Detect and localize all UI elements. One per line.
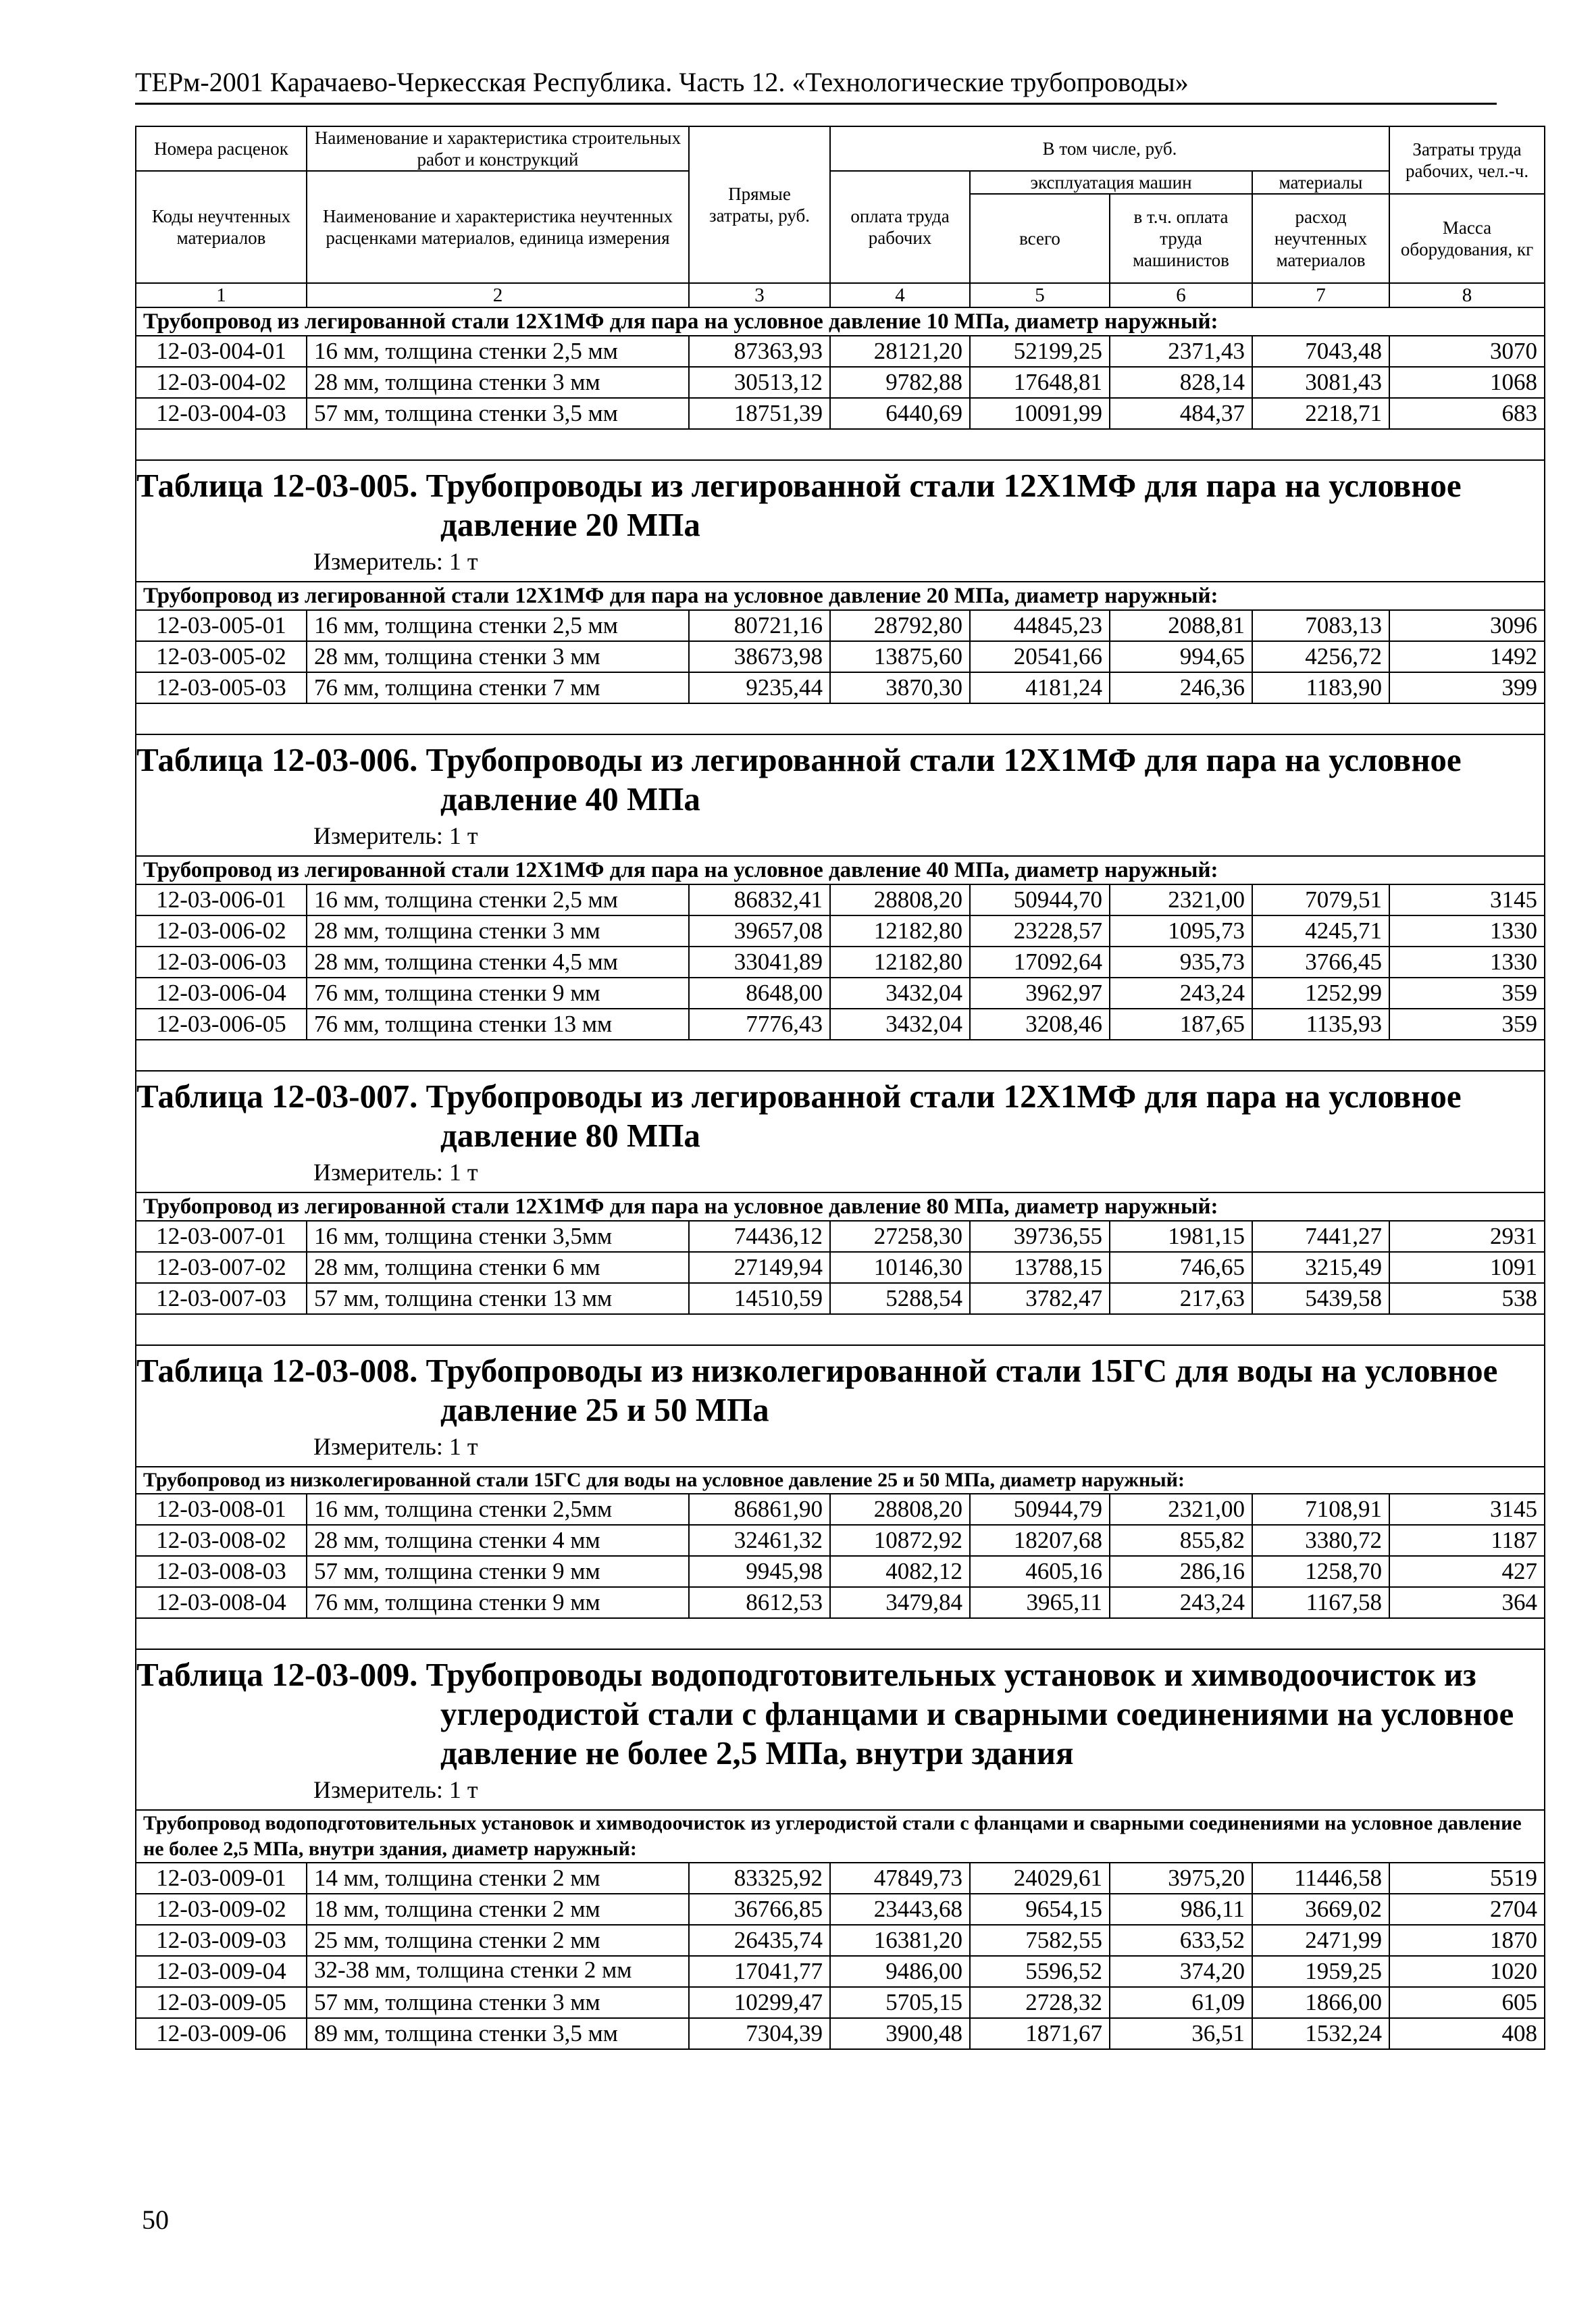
labor-hours: 1492 <box>1389 641 1545 672</box>
machines-total: 3782,47 <box>970 1283 1110 1314</box>
group-heading-row <box>136 582 1545 610</box>
table-title-row <box>136 734 1545 856</box>
rate-code: 12-03-009-02 <box>136 1894 307 1925</box>
table-title-row <box>136 460 1545 582</box>
labor-pay: 47849,73 <box>830 1863 970 1894</box>
labor-pay: 16381,20 <box>830 1925 970 1956</box>
rate-code: 12-03-006-01 <box>136 884 307 915</box>
direct-cost: 9235,44 <box>689 672 830 703</box>
table-row <box>136 1956 1545 1987</box>
rate-code: 12-03-007-03 <box>136 1283 307 1314</box>
machinists-pay: 633,52 <box>1110 1925 1252 1956</box>
materials-cost: 7043,48 <box>1252 336 1389 367</box>
work-name: 57 мм, толщина стенки 3,5 мм <box>307 398 689 429</box>
rate-code: 12-03-005-02 <box>136 641 307 672</box>
direct-cost: 8612,53 <box>689 1587 830 1618</box>
col-direct: Прямые затраты, руб. <box>689 126 830 283</box>
direct-cost: 33041,89 <box>689 947 830 978</box>
labor-pay: 12182,80 <box>830 947 970 978</box>
machines-total: 52199,25 <box>970 336 1110 367</box>
machines-total: 20541,66 <box>970 641 1110 672</box>
direct-cost: 32461,32 <box>689 1525 830 1556</box>
work-name: 16 мм, толщина стенки 2,5мм <box>307 1494 689 1525</box>
labor-pay: 10872,92 <box>830 1525 970 1556</box>
labor-hours: 3145 <box>1389 1494 1545 1525</box>
labor-hours: 1330 <box>1389 947 1545 978</box>
machinists-pay: 1981,15 <box>1110 1221 1252 1252</box>
machinists-pay: 828,14 <box>1110 367 1252 398</box>
direct-cost: 17041,77 <box>689 1956 830 1987</box>
labor-pay: 28808,20 <box>830 884 970 915</box>
direct-cost: 74436,12 <box>689 1221 830 1252</box>
labor-hours: 683 <box>1389 398 1545 429</box>
machinists-pay: 746,65 <box>1110 1252 1252 1283</box>
table-row <box>136 367 1545 398</box>
labor-hours: 538 <box>1389 1283 1545 1314</box>
labor-hours: 1091 <box>1389 1252 1545 1283</box>
table-gap <box>136 703 1545 734</box>
machines-total: 3962,97 <box>970 978 1110 1009</box>
column-numbers-row <box>136 283 1545 307</box>
materials-cost: 3669,02 <box>1252 1894 1389 1925</box>
labor-pay: 3432,04 <box>830 978 970 1009</box>
labor-pay: 28808,20 <box>830 1494 970 1525</box>
materials-cost: 1252,99 <box>1252 978 1389 1009</box>
labor-hours: 3096 <box>1389 610 1545 641</box>
column-number: 7 <box>1252 283 1389 307</box>
table-row <box>136 1525 1545 1556</box>
materials-cost: 2218,71 <box>1252 398 1389 429</box>
machinists-pay: 2321,00 <box>1110 884 1252 915</box>
rate-code: 12-03-009-05 <box>136 1987 307 2018</box>
column-number: 6 <box>1110 283 1252 307</box>
direct-cost: 9945,98 <box>689 1556 830 1587</box>
rates-table <box>135 126 1545 2050</box>
table-row <box>136 672 1545 703</box>
work-name: 76 мм, толщина стенки 9 мм <box>307 978 689 1009</box>
machinists-pay: 374,20 <box>1110 1956 1252 1987</box>
machinists-pay: 2371,43 <box>1110 336 1252 367</box>
rate-code: 12-03-005-01 <box>136 610 307 641</box>
labor-hours: 427 <box>1389 1556 1545 1587</box>
col-name-top: Наименование и характеристика строительных работ и конструкций <box>307 126 689 171</box>
machinists-pay: 286,16 <box>1110 1556 1252 1587</box>
work-name: 16 мм, толщина стенки 2,5 мм <box>307 610 689 641</box>
work-name: 28 мм, толщина стенки 4 мм <box>307 1525 689 1556</box>
direct-cost: 87363,93 <box>689 336 830 367</box>
work-name: 28 мм, толщина стенки 6 мм <box>307 1252 689 1283</box>
direct-cost: 26435,74 <box>689 1925 830 1956</box>
rate-code: 12-03-006-03 <box>136 947 307 978</box>
materials-cost: 7441,27 <box>1252 1221 1389 1252</box>
materials-cost: 4256,72 <box>1252 641 1389 672</box>
machines-total: 50944,79 <box>970 1494 1110 1525</box>
work-name: 28 мм, толщина стенки 3 мм <box>307 915 689 947</box>
machinists-pay: 2321,00 <box>1110 1494 1252 1525</box>
table-row <box>136 915 1545 947</box>
rate-code: 12-03-006-05 <box>136 1009 307 1040</box>
group-heading-row <box>136 1467 1545 1494</box>
page-header: ТЕРм-2001 Карачаево-Черкесская Республика. Часть 12. «Технологические трубопроводы» <box>135 65 1497 105</box>
work-name: 76 мм, толщина стенки 13 мм <box>307 1009 689 1040</box>
machinists-pay: 3975,20 <box>1110 1863 1252 1894</box>
materials-cost: 7083,13 <box>1252 610 1389 641</box>
work-name: 57 мм, толщина стенки 3 мм <box>307 1987 689 2018</box>
table-row <box>136 1009 1545 1040</box>
group-heading-row <box>136 1192 1545 1221</box>
col-name-bottom: Наименование и характеристика неучтенных расценками материалов, единица измерения <box>307 171 689 283</box>
materials-cost: 3766,45 <box>1252 947 1389 978</box>
table-row <box>136 1556 1545 1587</box>
header-row <box>136 126 1545 171</box>
rate-code: 12-03-008-02 <box>136 1525 307 1556</box>
materials-cost: 7079,51 <box>1252 884 1389 915</box>
machinists-pay: 986,11 <box>1110 1894 1252 1925</box>
group-heading-row <box>136 307 1545 336</box>
machinists-pay: 855,82 <box>1110 1525 1252 1556</box>
col-labor-top: Затраты труда рабочих, чел.-ч. <box>1389 126 1545 194</box>
rate-code: 12-03-009-04 <box>136 1956 307 1987</box>
measure-unit: Измеритель: 1 т <box>313 822 478 849</box>
materials-cost: 3215,49 <box>1252 1252 1389 1283</box>
labor-pay: 6440,69 <box>830 398 970 429</box>
rate-code: 12-03-008-01 <box>136 1494 307 1525</box>
machines-total: 1871,67 <box>970 2018 1110 2049</box>
labor-pay: 28792,80 <box>830 610 970 641</box>
materials-cost: 3081,43 <box>1252 367 1389 398</box>
machines-total: 50944,70 <box>970 884 1110 915</box>
labor-pay: 3870,30 <box>830 672 970 703</box>
labor-pay: 3432,04 <box>830 1009 970 1040</box>
page-number: 50 <box>142 2205 169 2235</box>
group-heading: Трубопровод из легированной стали 12Х1МФ для пара на условное давление 40 МПа, диаметр наружный: <box>136 856 1545 884</box>
table-row <box>136 1987 1545 2018</box>
labor-pay: 13875,60 <box>830 641 970 672</box>
col-codes-bottom: Коды неучтенных материалов <box>136 171 307 283</box>
content <box>135 126 1544 2050</box>
machines-total: 3965,11 <box>970 1587 1110 1618</box>
direct-cost: 14510,59 <box>689 1283 830 1314</box>
col-incl: В том числе, руб. <box>830 126 1389 171</box>
table-title: Таблица 12-03-006. Трубопроводы из легированной стали 12Х1МФ для пара на условное давление 40 МПа <box>136 741 1462 818</box>
group-heading-row <box>136 856 1545 884</box>
machines-total: 3208,46 <box>970 1009 1110 1040</box>
labor-pay: 5705,15 <box>830 1987 970 2018</box>
table-row <box>136 1494 1545 1525</box>
labor-hours: 408 <box>1389 2018 1545 2049</box>
machinists-pay: 1095,73 <box>1110 915 1252 947</box>
table-gap <box>136 1040 1545 1071</box>
col-materials-unaccounted: расход неучтенных материалов <box>1252 194 1389 283</box>
materials-cost: 5439,58 <box>1252 1283 1389 1314</box>
table-row <box>136 336 1545 367</box>
materials-cost: 1183,90 <box>1252 672 1389 703</box>
column-number: 1 <box>136 283 307 307</box>
machines-total: 4181,24 <box>970 672 1110 703</box>
measure-unit: Измеритель: 1 т <box>313 1433 478 1460</box>
machines-total: 18207,68 <box>970 1525 1110 1556</box>
machines-total: 24029,61 <box>970 1863 1110 1894</box>
machinists-pay: 246,36 <box>1110 672 1252 703</box>
work-name: 28 мм, толщина стенки 3 мм <box>307 641 689 672</box>
rate-code: 12-03-009-01 <box>136 1863 307 1894</box>
col-machines-total: всего <box>970 194 1110 283</box>
table-row <box>136 1894 1545 1925</box>
materials-cost: 3380,72 <box>1252 1525 1389 1556</box>
work-name: 57 мм, толщина стенки 9 мм <box>307 1556 689 1587</box>
direct-cost: 18751,39 <box>689 398 830 429</box>
labor-pay: 3900,48 <box>830 2018 970 2049</box>
labor-hours: 3070 <box>1389 336 1545 367</box>
table-title: Таблица 12-03-009. Трубопроводы водоподготовительных установок и химводоочисток из углеродистой стали с фланцами и сварными соединениями на условное давление не более 2,5 МПа, внутри здания <box>136 1656 1514 1771</box>
machinists-pay: 2088,81 <box>1110 610 1252 641</box>
work-name: 76 мм, толщина стенки 7 мм <box>307 672 689 703</box>
work-name: 28 мм, толщина стенки 3 мм <box>307 367 689 398</box>
direct-cost: 36766,85 <box>689 1894 830 1925</box>
table-row <box>136 947 1545 978</box>
machinists-pay: 935,73 <box>1110 947 1252 978</box>
direct-cost: 8648,00 <box>689 978 830 1009</box>
table-title: Таблица 12-03-007. Трубопроводы из легированной стали 12Х1МФ для пара на условное давление 80 МПа <box>136 1078 1462 1154</box>
work-name: 76 мм, толщина стенки 9 мм <box>307 1587 689 1618</box>
table-gap <box>136 1314 1545 1345</box>
materials-cost: 1532,24 <box>1252 2018 1389 2049</box>
direct-cost: 30513,12 <box>689 367 830 398</box>
machines-total: 10091,99 <box>970 398 1110 429</box>
rate-code: 12-03-007-02 <box>136 1252 307 1283</box>
machinists-pay: 36,51 <box>1110 2018 1252 2049</box>
rate-code: 12-03-004-03 <box>136 398 307 429</box>
labor-pay: 5288,54 <box>830 1283 970 1314</box>
labor-hours: 1870 <box>1389 1925 1545 1956</box>
labor-hours: 399 <box>1389 672 1545 703</box>
labor-hours: 5519 <box>1389 1863 1545 1894</box>
table-row <box>136 1925 1545 1956</box>
machinists-pay: 994,65 <box>1110 641 1252 672</box>
rate-code: 12-03-009-06 <box>136 2018 307 2049</box>
materials-cost: 7108,91 <box>1252 1494 1389 1525</box>
materials-cost: 11446,58 <box>1252 1863 1389 1894</box>
labor-hours: 605 <box>1389 1987 1545 2018</box>
table-row <box>136 1283 1545 1314</box>
labor-pay: 3479,84 <box>830 1587 970 1618</box>
machinists-pay: 243,24 <box>1110 978 1252 1009</box>
machinists-pay: 243,24 <box>1110 1587 1252 1618</box>
direct-cost: 7304,39 <box>689 2018 830 2049</box>
work-name: 14 мм, толщина стенки 2 мм <box>307 1863 689 1894</box>
direct-cost: 38673,98 <box>689 641 830 672</box>
measure-unit: Измеритель: 1 т <box>313 1159 478 1186</box>
work-name: 25 мм, толщина стенки 2 мм <box>307 1925 689 1956</box>
group-heading: Трубопровод из низколегированной стали 15ГС для воды на условное давление 25 и 50 МПа, диаметр наружный: <box>136 1467 1545 1494</box>
rate-code: 12-03-006-02 <box>136 915 307 947</box>
table-row <box>136 978 1545 1009</box>
machinists-pay: 61,09 <box>1110 1987 1252 2018</box>
work-name: 16 мм, толщина стенки 2,5 мм <box>307 884 689 915</box>
rate-code: 12-03-004-02 <box>136 367 307 398</box>
table-title-row <box>136 1649 1545 1810</box>
machinists-pay: 187,65 <box>1110 1009 1252 1040</box>
table-row <box>136 610 1545 641</box>
materials-cost: 4245,71 <box>1252 915 1389 947</box>
machines-total: 39736,55 <box>970 1221 1110 1252</box>
labor-hours: 3145 <box>1389 884 1545 915</box>
machinists-pay: 484,37 <box>1110 398 1252 429</box>
labor-hours: 359 <box>1389 1009 1545 1040</box>
materials-cost: 1167,58 <box>1252 1587 1389 1618</box>
table-row <box>136 1221 1545 1252</box>
work-name: 16 мм, толщина стенки 2,5 мм <box>307 336 689 367</box>
table-row <box>136 398 1545 429</box>
labor-hours: 1330 <box>1389 915 1545 947</box>
col-labor-bottom: Масса оборудования, кг <box>1389 194 1545 283</box>
direct-cost: 86832,41 <box>689 884 830 915</box>
table-gap <box>136 429 1545 460</box>
labor-pay: 23443,68 <box>830 1894 970 1925</box>
materials-cost: 1135,93 <box>1252 1009 1389 1040</box>
table-row <box>136 641 1545 672</box>
materials-cost: 2471,99 <box>1252 1925 1389 1956</box>
machines-total: 9654,15 <box>970 1894 1110 1925</box>
work-name: 16 мм, толщина стенки 3,5мм <box>307 1221 689 1252</box>
col-labor-pay: оплата труда рабочих <box>830 171 970 283</box>
table-title-row <box>136 1345 1545 1467</box>
rate-code: 12-03-006-04 <box>136 978 307 1009</box>
direct-cost: 7776,43 <box>689 1009 830 1040</box>
labor-hours: 1020 <box>1389 1956 1545 1987</box>
header-row <box>136 171 1545 194</box>
column-number: 5 <box>970 283 1110 307</box>
table-title: Таблица 12-03-005. Трубопроводы из легированной стали 12Х1МФ для пара на условное давление 20 МПа <box>136 467 1462 543</box>
col-codes-top: Номера расценок <box>136 126 307 171</box>
work-name: 18 мм, толщина стенки 2 мм <box>307 1894 689 1925</box>
labor-hours: 364 <box>1389 1587 1545 1618</box>
machines-total: 13788,15 <box>970 1252 1110 1283</box>
table-gap <box>136 1618 1545 1649</box>
labor-pay: 12182,80 <box>830 915 970 947</box>
machines-total: 2728,32 <box>970 1987 1110 2018</box>
labor-hours: 359 <box>1389 978 1545 1009</box>
labor-hours: 1187 <box>1389 1525 1545 1556</box>
rate-code: 12-03-009-03 <box>136 1925 307 1956</box>
measure-unit: Измеритель: 1 т <box>313 1776 478 1803</box>
table-row <box>136 2018 1545 2049</box>
labor-pay: 9782,88 <box>830 367 970 398</box>
measure-unit: Измеритель: 1 т <box>313 548 478 575</box>
direct-cost: 83325,92 <box>689 1863 830 1894</box>
labor-hours: 1068 <box>1389 367 1545 398</box>
column-number: 4 <box>830 283 970 307</box>
labor-pay: 10146,30 <box>830 1252 970 1283</box>
rate-code: 12-03-004-01 <box>136 336 307 367</box>
table-row <box>136 1252 1545 1283</box>
direct-cost: 80721,16 <box>689 610 830 641</box>
labor-hours: 2704 <box>1389 1894 1545 1925</box>
direct-cost: 27149,94 <box>689 1252 830 1283</box>
machines-total: 4605,16 <box>970 1556 1110 1587</box>
materials-cost: 1959,25 <box>1252 1956 1389 1987</box>
labor-pay: 9486,00 <box>830 1956 970 1987</box>
col-machinists-pay: в т.ч. оплата труда машинистов <box>1110 194 1252 283</box>
work-name: 57 мм, толщина стенки 13 мм <box>307 1283 689 1314</box>
rate-code: 12-03-008-04 <box>136 1587 307 1618</box>
machines-total: 17092,64 <box>970 947 1110 978</box>
materials-cost: 1866,00 <box>1252 1987 1389 2018</box>
labor-pay: 27258,30 <box>830 1221 970 1252</box>
machines-total: 7582,55 <box>970 1925 1110 1956</box>
machines-total: 5596,52 <box>970 1956 1110 1987</box>
labor-hours: 2931 <box>1389 1221 1545 1252</box>
group-heading: Трубопровод водоподготовительных установок и химводоочисток из углеродистой стали с фланцами и сварными соединениями на условное давление не более 2,5 МПа, внутри здания, диаметр наружный: <box>136 1810 1545 1863</box>
group-heading-row <box>136 1810 1545 1863</box>
table-title-row <box>136 1071 1545 1192</box>
table-row <box>136 1863 1545 1894</box>
column-number: 8 <box>1389 283 1545 307</box>
col-materials: материалы <box>1252 171 1389 194</box>
rate-code: 12-03-007-01 <box>136 1221 307 1252</box>
rate-code: 12-03-008-03 <box>136 1556 307 1587</box>
group-heading: Трубопровод из легированной стали 12Х1МФ для пара на условное давление 20 МПа, диаметр наружный: <box>136 582 1545 610</box>
group-heading: Трубопровод из легированной стали 12Х1МФ для пара на условное давление 80 МПа, диаметр наружный: <box>136 1192 1545 1221</box>
work-name: 89 мм, толщина стенки 3,5 мм <box>307 2018 689 2049</box>
table-row <box>136 1587 1545 1618</box>
column-number: 2 <box>307 283 689 307</box>
work-name: 32-38 мм, толщина стенки 2 мм <box>307 1956 689 1987</box>
rate-code: 12-03-005-03 <box>136 672 307 703</box>
machines-total: 17648,81 <box>970 367 1110 398</box>
direct-cost: 39657,08 <box>689 915 830 947</box>
work-name: 28 мм, толщина стенки 4,5 мм <box>307 947 689 978</box>
table-title: Таблица 12-03-008. Трубопроводы из низколегированной стали 15ГС для воды на условное давление 25 и 50 МПа <box>136 1352 1498 1428</box>
labor-pay: 28121,20 <box>830 336 970 367</box>
labor-pay: 4082,12 <box>830 1556 970 1587</box>
direct-cost: 86861,90 <box>689 1494 830 1525</box>
col-machines: эксплуатация машин <box>970 171 1252 194</box>
machines-total: 44845,23 <box>970 610 1110 641</box>
direct-cost: 10299,47 <box>689 1987 830 2018</box>
machinists-pay: 217,63 <box>1110 1283 1252 1314</box>
group-heading: Трубопровод из легированной стали 12Х1МФ для пара на условное давление 10 МПа, диаметр наружный: <box>136 307 1545 336</box>
table-row <box>136 884 1545 915</box>
column-number: 3 <box>689 283 830 307</box>
machines-total: 23228,57 <box>970 915 1110 947</box>
materials-cost: 1258,70 <box>1252 1556 1389 1587</box>
